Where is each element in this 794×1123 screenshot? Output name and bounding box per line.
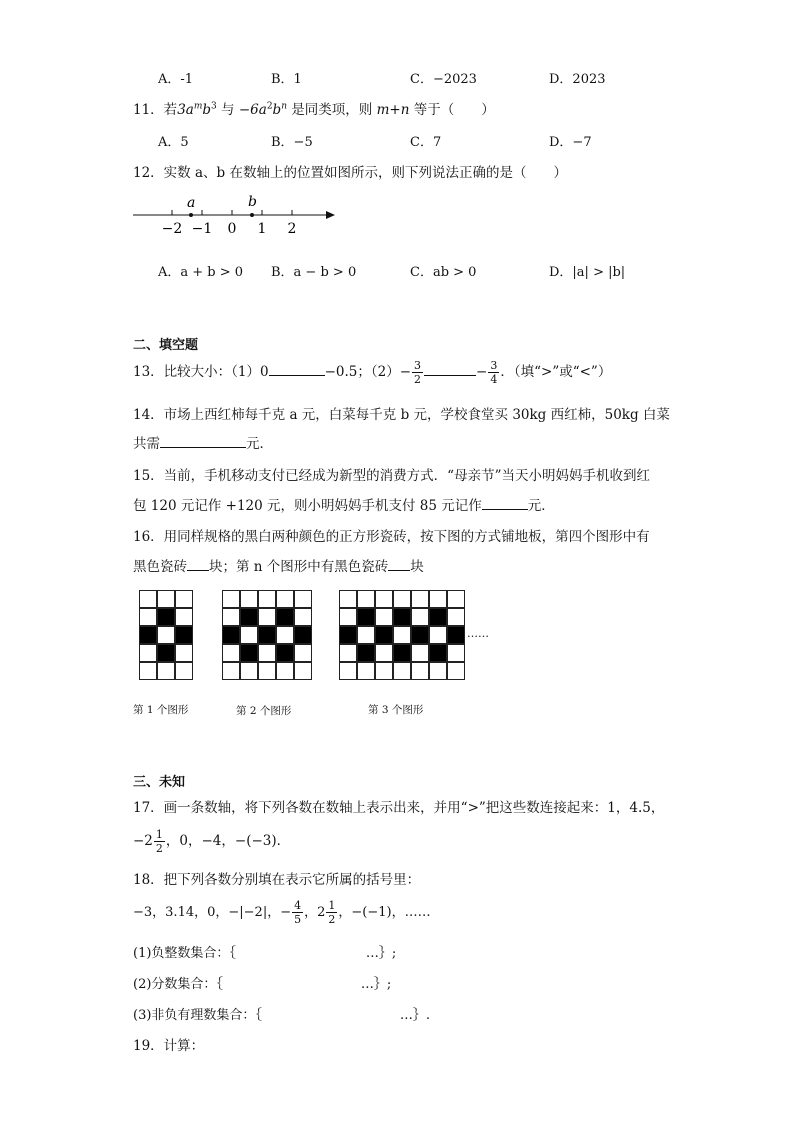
white-tile xyxy=(222,608,240,626)
q10-option-b: B．1 xyxy=(271,72,302,87)
white-tile xyxy=(411,590,429,608)
white-tile xyxy=(357,662,375,680)
q17-line-1: 17．画一条数轴，将下列各数在数轴上表示出来，并用“>”把这些数连接起来：1，4.5， xyxy=(133,800,665,816)
white-tile xyxy=(240,590,258,608)
q16-blank-2 xyxy=(388,558,410,571)
white-tile xyxy=(139,644,157,662)
white-tile xyxy=(411,662,429,680)
q11-stem: 11．若$3a^mb^3$ 与 $-6a^2b^n$ 是同类项，则 m+n 等于（ ） xyxy=(133,101,495,118)
white-tile xyxy=(357,590,375,608)
black-tile xyxy=(294,626,312,644)
white-tile xyxy=(222,644,240,662)
white-tile xyxy=(175,608,193,626)
white-tile xyxy=(157,662,175,680)
white-tile xyxy=(294,662,312,680)
q18-numbers: −3，3.14，0，−|−2|，− $\frac{4}{5}$ ，2 $\frac{1}{2}$ ，−(−1)，…… xyxy=(133,899,431,926)
white-tile xyxy=(175,662,193,680)
q18-fraction-1: $\frac{4}{5}$ xyxy=(294,899,302,926)
black-tile xyxy=(258,626,276,644)
black-tile xyxy=(429,644,447,662)
black-tile xyxy=(276,608,294,626)
white-tile xyxy=(411,644,429,662)
q17-fraction: $\frac{1}{2}$ xyxy=(155,828,163,855)
tick-label-minus1: −1 xyxy=(191,221,213,237)
q14-blank xyxy=(160,435,246,448)
black-tile xyxy=(447,626,465,644)
section-heading-unknown: 三、未知 xyxy=(133,775,186,790)
white-tile xyxy=(411,608,429,626)
q14-line-2: 共需 元． xyxy=(133,436,273,452)
white-tile xyxy=(294,608,312,626)
white-tile xyxy=(447,662,465,680)
tile-figure-2 xyxy=(222,590,312,680)
q18-line-1: 18．把下列各数分别填在表示它所属的括号里： xyxy=(133,872,421,888)
q11-option-a: A．5 xyxy=(158,135,189,150)
white-tile xyxy=(276,590,294,608)
white-tile xyxy=(258,590,276,608)
q11-option-b: B．−5 xyxy=(271,135,313,150)
label-a: a xyxy=(187,195,196,211)
white-tile xyxy=(393,662,411,680)
white-tile xyxy=(294,590,312,608)
q16-line-1: 16．用同样规格的黑白两种颜色的正方形瓷砖，按下图的方式铺地板，第四个图形中有 xyxy=(133,529,650,545)
q13-blank-1 xyxy=(269,363,325,376)
white-tile xyxy=(222,590,240,608)
black-tile xyxy=(375,626,393,644)
tile-figure-3 xyxy=(339,590,465,680)
q17-line-2: −2 $\frac{1}{2}$ ，0，−4，−(−3)． xyxy=(133,828,291,855)
white-tile xyxy=(175,644,193,662)
black-tile xyxy=(429,608,447,626)
white-tile xyxy=(375,662,393,680)
q19-stem: 19．计算： xyxy=(133,1038,205,1054)
q16-blank-1 xyxy=(187,558,209,571)
q11-option-c: C．7 xyxy=(410,135,442,150)
white-tile xyxy=(157,590,175,608)
white-tile xyxy=(139,608,157,626)
black-tile xyxy=(240,644,258,662)
q18-set-fractions: (2)分数集合：｛ …｝; xyxy=(133,977,392,992)
black-tile xyxy=(357,608,375,626)
black-tile xyxy=(175,626,193,644)
white-tile xyxy=(276,626,294,644)
q18-set-nonneg-rationals: (3)非负有理数集合：｛ …｝. xyxy=(133,1008,431,1023)
q12-option-d: D．|a| > |b| xyxy=(549,265,626,280)
q16-line-2: 黑色瓷砖 块；第 n 个图形中有黑色瓷砖 块 xyxy=(133,559,424,575)
q15-line-2: 包 120 元记作 +120 元，则小明妈妈手机支付 85 元记作 元． xyxy=(133,498,555,514)
tick-label-2: 2 xyxy=(287,221,297,237)
white-tile xyxy=(429,590,447,608)
tile-figure-1 xyxy=(139,590,193,680)
white-tile xyxy=(429,626,447,644)
white-tile xyxy=(447,590,465,608)
q12-stem: 12．实数 a、b 在数轴上的位置如图所示，则下列说法正确的是（ ） xyxy=(133,165,567,181)
white-tile xyxy=(139,590,157,608)
white-tile xyxy=(339,590,357,608)
white-tile xyxy=(139,662,157,680)
white-tile xyxy=(157,626,175,644)
white-tile xyxy=(240,662,258,680)
white-tile xyxy=(240,626,258,644)
q11-option-d: D．−7 xyxy=(549,135,592,150)
tick-label-1: 1 xyxy=(257,221,267,237)
black-tile xyxy=(411,626,429,644)
figure-1-caption: 第 1 个图形 xyxy=(133,704,189,716)
q15-blank xyxy=(482,497,528,510)
white-tile xyxy=(222,662,240,680)
white-tile xyxy=(393,590,411,608)
q13-blank-2 xyxy=(424,363,476,376)
white-tile xyxy=(258,644,276,662)
number-line-diagram xyxy=(128,190,343,238)
point-b xyxy=(250,213,254,217)
figure-3-caption: 第 3 个图形 xyxy=(368,704,424,716)
q13-fraction-2: $\frac{3}{4}$ xyxy=(490,359,498,386)
white-tile xyxy=(429,662,447,680)
section-heading-fill-in: 二、填空题 xyxy=(133,338,199,353)
q10-option-a: A．-1 xyxy=(158,72,194,87)
white-tile xyxy=(339,662,357,680)
q18-fraction-2: $\frac{1}{2}$ xyxy=(328,899,336,926)
black-tile xyxy=(157,608,175,626)
black-tile xyxy=(222,626,240,644)
white-tile xyxy=(339,644,357,662)
white-tile xyxy=(375,608,393,626)
black-tile xyxy=(393,608,411,626)
black-tile xyxy=(276,644,294,662)
q15-line-1: 15．当前，手机移动支付已经成为新型的消费方式．“母亲节”当天小明妈妈手机收到红 xyxy=(133,468,650,484)
white-tile xyxy=(276,662,294,680)
q10-option-c: C．−2023 xyxy=(410,72,477,87)
q12-option-c: C．ab > 0 xyxy=(410,265,477,280)
figure-2-caption: 第 2 个图形 xyxy=(236,705,292,717)
white-tile xyxy=(447,644,465,662)
black-tile xyxy=(339,626,357,644)
tick-label-minus2: −2 xyxy=(161,221,183,237)
white-tile xyxy=(294,644,312,662)
q18-set-negative-integers: (1)负整数集合：｛ …｝; xyxy=(133,946,397,961)
white-tile xyxy=(357,626,375,644)
black-tile xyxy=(393,644,411,662)
white-tile xyxy=(375,590,393,608)
black-tile xyxy=(157,644,175,662)
white-tile xyxy=(339,608,357,626)
q10-option-d: D．2023 xyxy=(549,72,606,87)
figure-ellipsis: …… xyxy=(467,627,489,640)
white-tile xyxy=(375,644,393,662)
white-tile xyxy=(447,608,465,626)
q13: 13．比较大小：（1）0 −0.5；（2）− $\frac{3}{2}$ − $\frac{3}{4}$ ．（填“>”或“<”） xyxy=(133,359,612,386)
black-tile xyxy=(357,644,375,662)
black-tile xyxy=(240,608,258,626)
white-tile xyxy=(393,626,411,644)
q12-option-a: A．a + b > 0 xyxy=(158,265,244,280)
white-tile xyxy=(258,608,276,626)
number-line-arrow xyxy=(326,211,335,219)
q12-option-b: B．a − b > 0 xyxy=(271,265,357,280)
black-tile xyxy=(139,626,157,644)
label-b: b xyxy=(248,194,257,210)
q13-fraction-1: $\frac{3}{2}$ xyxy=(414,359,422,386)
white-tile xyxy=(258,662,276,680)
white-tile xyxy=(175,590,193,608)
q14-line-1: 14．市场上西红柿每千克 a 元，白菜每千克 b 元，学校食堂买 30kg 西红柿，50kg 白菜 xyxy=(133,407,670,423)
tick-label-0: 0 xyxy=(227,221,237,237)
point-a xyxy=(189,213,193,217)
